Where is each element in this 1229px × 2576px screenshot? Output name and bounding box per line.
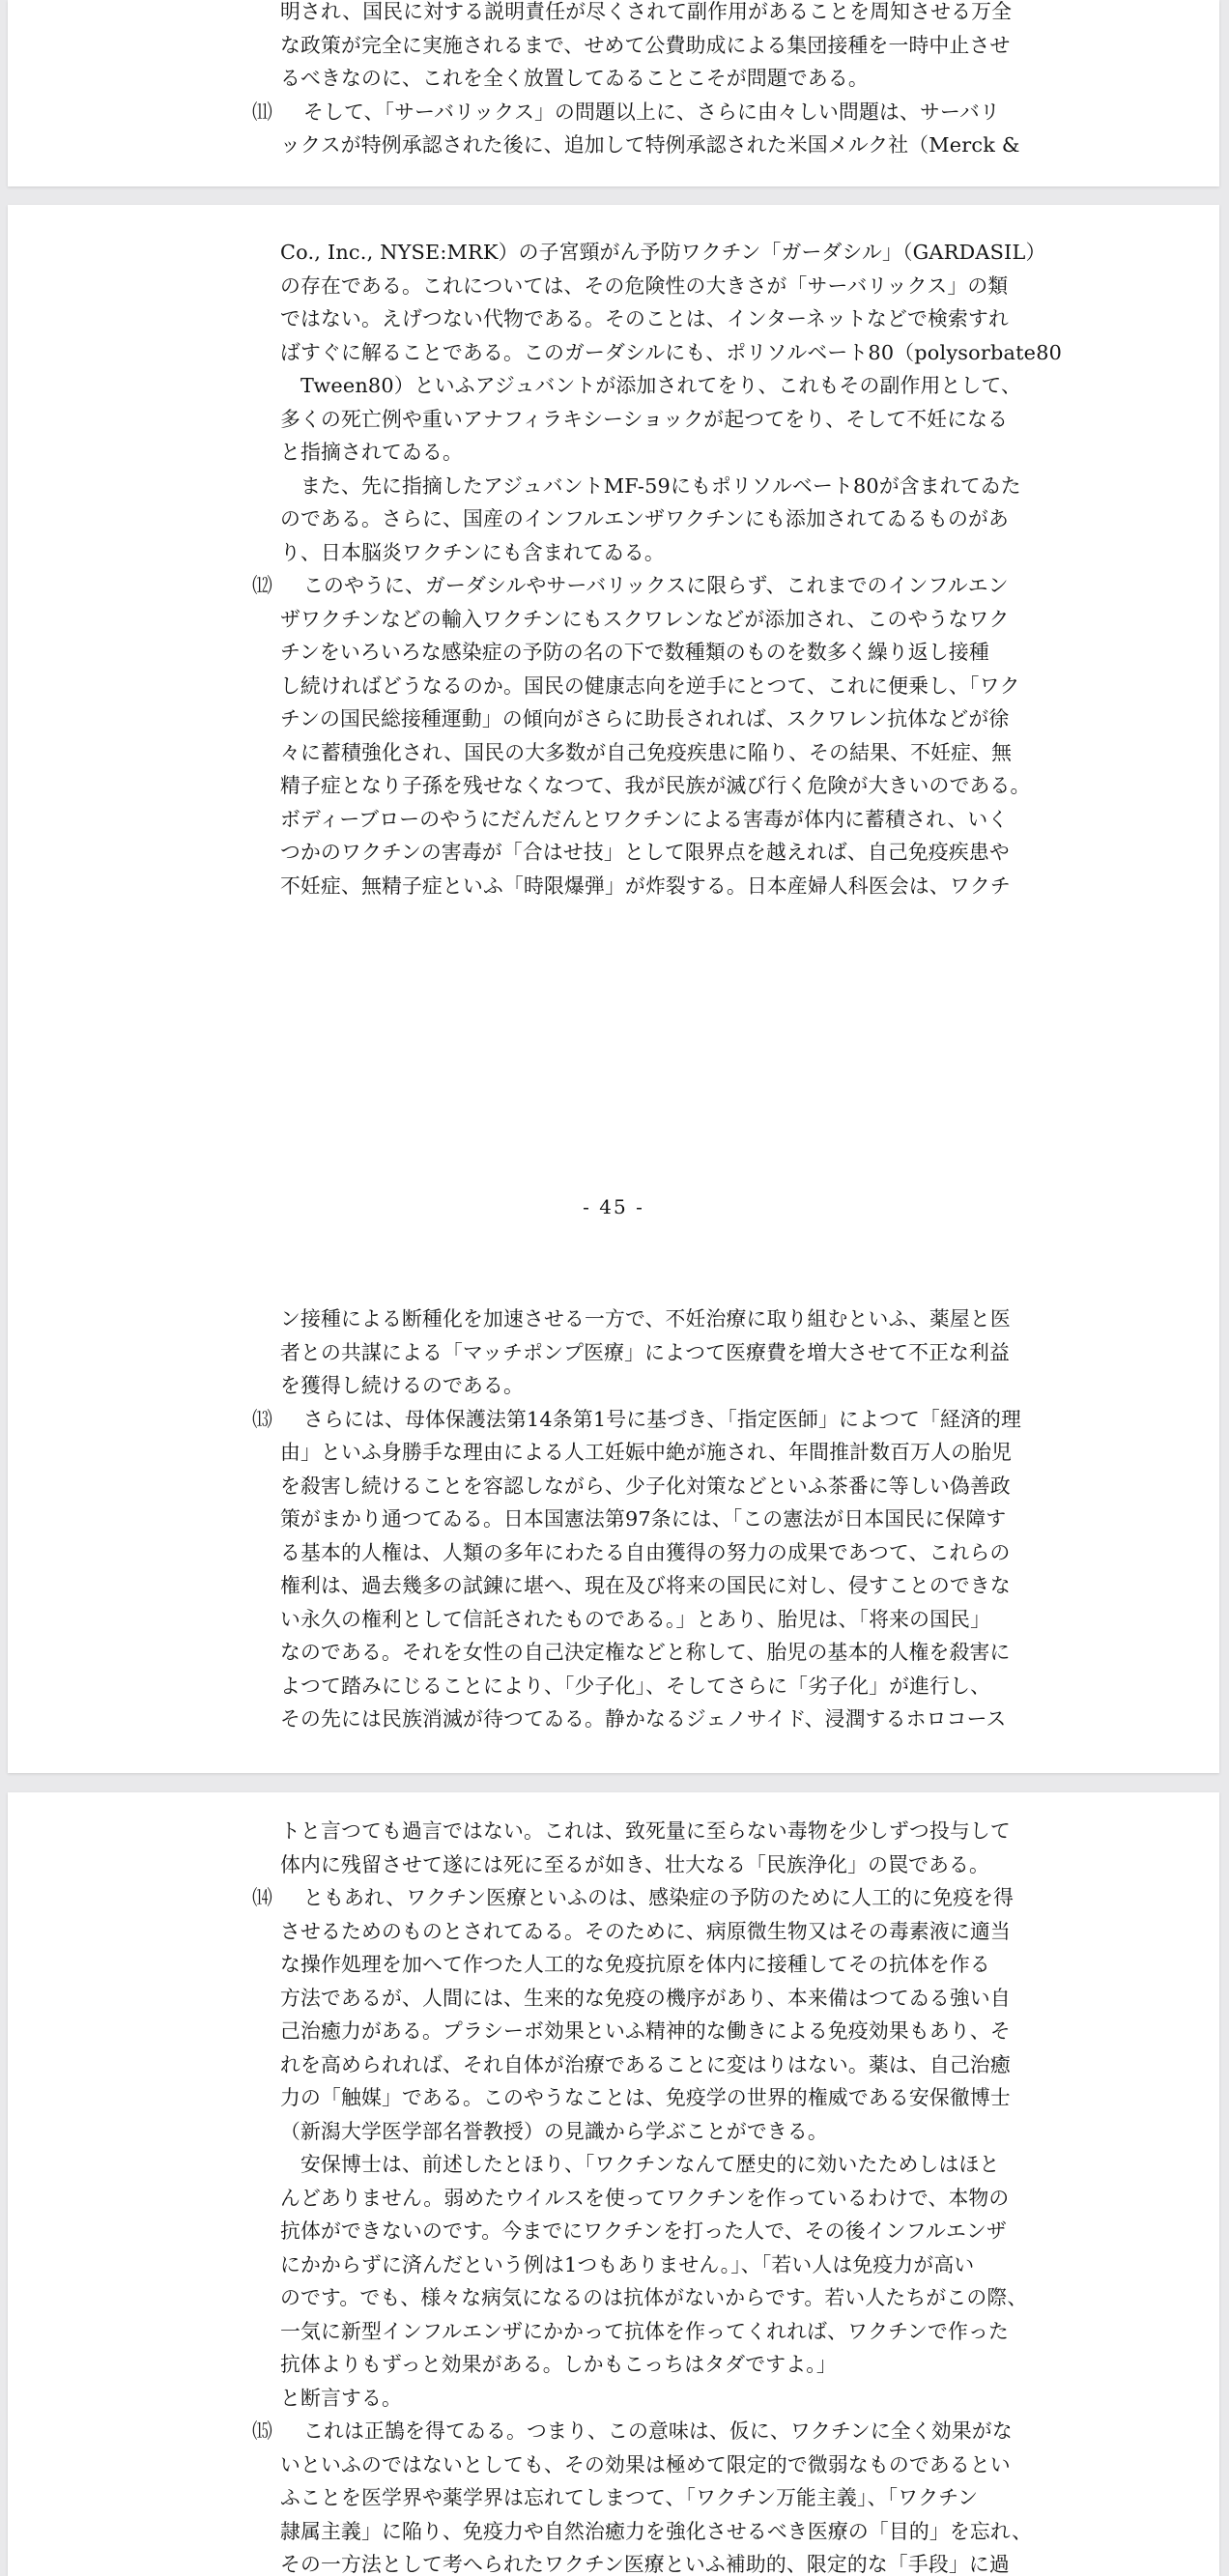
text-line: を獲得し続けるのである。 — [280, 1374, 524, 1397]
text-line: このやうに、ガーダシルやサーバリックスに限らず、これまでのインフルエン — [303, 574, 1009, 597]
text-line: 不妊症、無精子症といふ「時限爆弾」が炸裂する。日本産婦人科医会は、ワクチ — [280, 873, 1011, 898]
text-line: そして、「サーバリックス」の問題以上に、さらに由々しい問題は、サーバリ — [303, 100, 1000, 124]
text-line: ボディーブローのやうにだんだんとワクチンによる害毒が体内に蓄積され、いく — [280, 807, 1009, 831]
paragraph-number: ⒁ — [252, 1886, 272, 1909]
text-line: よつて踏みにじることにより、「少子化」、そしてさらに「劣子化」が進行し、 — [280, 1674, 991, 1698]
text-line: つかのワクチンの害毒が「合はせ技」として限界点を越えれば、自己免疫疾患や — [280, 841, 1010, 864]
text-line: と指摘されてゐる。 — [280, 441, 463, 464]
text-line: 抗体ができないのです。今までにワクチンを打った人で、その後インフルエンザ — [280, 2219, 1007, 2243]
text-line: 策がまかり通つてゐる。日本国憲法第97条には、「この憲法が日本国民に保障す — [280, 1507, 1007, 1531]
text-line: Tween80）といふアジュバントが添加されてをり、これもその副作用として、 — [280, 374, 1022, 397]
text-line: 権利は、過去幾多の試錬に堪へ、現在及び将来の国民に対し、侵すことのできな — [280, 1574, 1011, 1597]
text-line: 己治癒力がある。プラシーボ効果といふ精神的な働きによる免疫効果もあり、そ — [280, 2019, 1011, 2043]
text-line: Co., Inc., NYSE:MRK）の子宮頸がん予防ワクチン「ガーダシル」（GARDASIL） — [280, 241, 1046, 264]
text-line: 多くの死亡例や重いアナフィラキシーショックが起つてをり、そして不妊になる — [280, 407, 1009, 431]
paragraph-number: ⒂ — [252, 2419, 272, 2443]
text-line: その一方法として考へられたワクチン医療といふ補助的、限定的な「手段」に過 — [280, 2553, 1010, 2576]
text-line: （新潟大学医学部名誉教授）の見識から学ぶことができる。 — [280, 2119, 828, 2143]
text-line: ザワクチンなどの輸入ワクチンにもスクワレンなどが添加され、このやうなワク — [280, 607, 1010, 631]
text-line: いといふのではないとしても、その効果は極めて限定的で微弱なものであるとい — [280, 2452, 1011, 2476]
text-line: さらには、母体保護法第14条第1号に基づき、「指定医師」によつて「経済的理 — [303, 1407, 1021, 1431]
text-line: 者との共謀による「マッチポンプ医療」によつて医療費を増大させて不正な利益 — [280, 1340, 1011, 1364]
text-line: チンをいろいろな感染症の予防の名の下で数種類のものを数多く繰り返し接種 — [280, 641, 989, 664]
text-line: ではない。えげつない代物である。そのことは、インターネットなどで検索すれ — [280, 307, 1010, 330]
text-line: のである。さらに、国産のインフルエンザワクチンにも添加されてゐるものがあ — [280, 507, 1010, 530]
paragraph-number: ⑿ — [252, 574, 272, 597]
text-line: 抗体よりもずっと効果がある。しかもこっちはタダですよ。」 — [280, 2353, 837, 2376]
text-line: り、日本脳炎ワクチンにも含まれてゐる。 — [280, 540, 665, 564]
text-line: 由」といふ身勝手な理由による人工妊娠中絶が施され、年間推計数百万人の胎児 — [280, 1441, 1013, 1464]
text-line: る基本的人権は、人類の多年にわたる自由獲得の努力の成果であつて、これらの — [280, 1540, 1011, 1564]
text-line: チンの国民総接種運動」の傾向がさらに助長されれば、スクワレン抗体などが徐 — [280, 707, 1010, 730]
paragraph-number: ⑾ — [252, 100, 272, 124]
page-number: - 45 - — [583, 1195, 644, 1218]
text-line: 一気に新型インフルエンザにかかって抗体を作ってくれれば、ワクチンで作った — [280, 2319, 1010, 2343]
text-line: ン接種による断種化を加速させる一方で、不妊治療に取り組むといふ、薬屋と医 — [280, 1307, 1011, 1331]
text-line: 明され、国民に対する説明責任が尽くされて副作用があることを周知させる万全 — [280, 0, 1013, 23]
text-line: ばすぐに解ることである。このガーダシルにも、ポリソルベート80（polysorbate80 — [280, 340, 1063, 364]
text-line: トと言つても過言ではない。これは、致死量に至らない毒物を少しずつ投与して — [280, 1819, 1011, 1843]
text-line: るべきなのに、これを全く放置してゐることこそが問題である。 — [280, 67, 869, 90]
text-line: んどありません。弱めたウイルスを使ってワクチンを作っているわけで、本物の — [280, 2186, 1010, 2210]
text-line: ともあれ、ワクチン医療といふのは、感染症の予防のために人工的に免疫を得 — [303, 1886, 1015, 1909]
document-page-45 — [8, 205, 1219, 1773]
document-page-top — [8, 0, 1219, 186]
text-line: と断言する。 — [280, 2386, 402, 2410]
text-line: を殺害し続けることを容認しながら、少子化対策などといふ茶番に等しい偽善政 — [280, 1474, 1011, 1498]
text-line: 精子症となり子孫を残せなくなつて、我が民族が滅び行く危険が大きいのである。 — [280, 774, 1031, 797]
text-line: これは正鵠を得てゐる。つまり、この意味は、仮に、ワクチンに全く効果がな — [303, 2419, 1013, 2443]
text-line: 隷属主義」に陥り、免疫力や自然治癒力を強化させるべき医療の「目的」を忘れ、 — [280, 2519, 1033, 2543]
text-line: 力の「触媒」である。このやうなことは、免疫学の世界的権威である安保徹博士 — [280, 2086, 1011, 2109]
text-line: ックスが特例承認された後に、追加して特例承認された米国メルク社（Merck & — [280, 133, 1020, 157]
text-line: れを高められれば、それ自体が治療であることに変はりはない。薬は、自己治癒 — [280, 2052, 1011, 2076]
text-line: し続ければどうなるのか。国民の健康志向を逆手にとつて、これに便乗し、「ワク — [280, 673, 1020, 698]
text-line: な政策が完全に実施されるまで、せめて公費助成による集団接種を一時中止させ — [280, 33, 1011, 57]
text-line: 々に蓄積強化され、国民の大多数が自己免疫疾患に陥り、その結果、不妊症、無 — [280, 740, 1013, 764]
paragraph-number: ⒀ — [252, 1407, 272, 1431]
text-line: 安保博士は、前述したとほり、「ワクチンなんて歴史的に効いたためしはほと — [280, 2153, 1000, 2176]
text-line: なのである。それを女性の自己決定権などと称して、胎児の基本的人権を殺害に — [280, 1641, 1011, 1664]
text-line: な操作処理を加へて作つた人工的な免疫抗原を体内に接種してその抗体を作る — [280, 1953, 990, 1976]
text-line: 方法であるが、人間には、生来的な免疫の機序があり、本来備はつてゐる強い自 — [280, 1986, 1011, 2010]
text-line: また、先に指摘したアジュバントMF-59にもポリソルベート80が含まれてゐた — [280, 473, 1021, 498]
text-line: にかからずに済んだという例は1つもありません。」、「若い人は免疫力が高い — [280, 2252, 975, 2276]
document-page-bottom — [8, 1792, 1219, 2576]
text-line: ふことを医学界や薬学界は忘れてしまつて、「ワクチン万能主義」、「ワクチン — [280, 2486, 979, 2509]
text-line: い永久の権利として信託されたものである。」とあり、胎児は、「将来の国民」 — [280, 1607, 991, 1631]
text-line: その先には民族消滅が待つてゐる。静かなるジェノサイド、浸潤するホロコース — [280, 1707, 1007, 1731]
text-line: 体内に残留させて遂には死に至るが如き、壮大なる「民族浄化」の罠である。 — [280, 1852, 990, 1876]
text-line: のです。でも、様々な病気になるのは抗体がないからです。若い人たちがこの際、 — [280, 2286, 1028, 2309]
text-line: の存在である。これについては、その危険性の大きさが「サーバリックス」の類 — [280, 273, 1009, 298]
text-line: させるためのものとされてゐる。そのために、病原微生物又はその毒素液に適当 — [280, 1919, 1011, 1943]
